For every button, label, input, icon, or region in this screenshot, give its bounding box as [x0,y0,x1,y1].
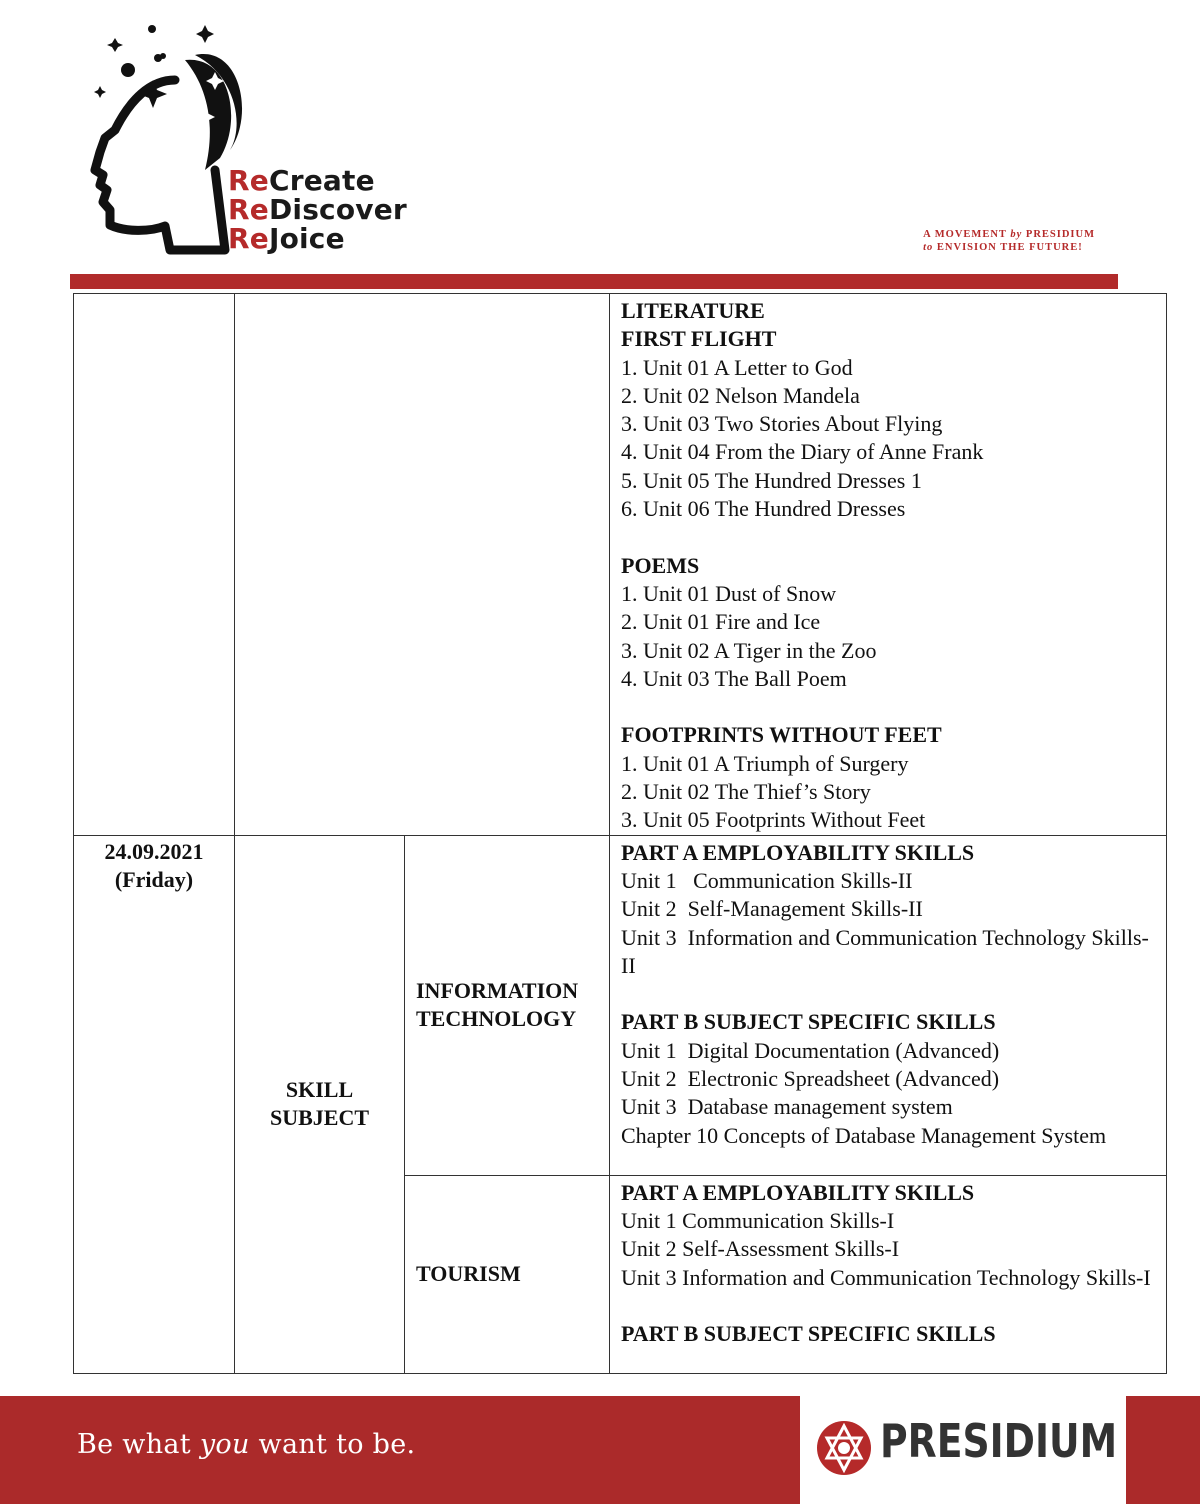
list-item: Unit 2 Self-Management Skills-II [621,896,923,922]
list-item: Unit 3 Information and Communication Technology Skills-II [621,924,1149,978]
list-item: Unit 3 Database management system [621,1094,953,1120]
presidium-brand-name: PRESIDIUM [880,1414,1118,1468]
section-title: PART A EMPLOYABILITY SKILLS [621,1179,975,1205]
list-item: 3. Unit 02 A Tiger in the Zoo [621,637,877,663]
tagline-line-2: ReDiscover [228,193,407,226]
list-item: 1. Unit 01 A Triumph of Surgery [621,750,909,776]
header-divider-bar [70,274,1118,289]
tagline-line-3: ReJoice [228,222,345,255]
table-row [74,835,1167,1175]
list-item: 6. Unit 06 The Hundred Dresses [621,496,906,522]
it-name-line-2: TECHNOLOGY [416,1006,577,1032]
list-item: Unit 1 Communication Skills-II [621,867,913,893]
tourism-name: TOURISM [416,1261,521,1287]
list-item: Chapter 10 Concepts of Database Management System [621,1122,1107,1148]
syllabus-cell-tourism [610,1175,1167,1373]
list-item: 5. Unit 05 The Hundred Dresses 1 [621,467,922,493]
list-item: 2. Unit 01 Fire and Ice [621,609,821,635]
skill-subject-cell [235,835,405,1373]
syllabus-cell-it [610,835,1167,1175]
table-row [74,294,1167,836]
movement-caption: A MOVEMENT by PRESIDIUM to ENVISION THE FUTURE! [923,229,1095,253]
section-title: FOOTPRINTS WITHOUT FEET [621,722,942,748]
it-name-cell [405,835,610,1175]
exam-date: 24.09.2021 [104,838,204,864]
recreate-tagline [228,166,407,253]
list-item: 3. Unit 05 Footprints Without Feet [621,807,926,833]
presidium-star-icon [816,1420,872,1476]
list-item: Unit 3 Information and Communication Technology Skills-I [621,1264,1151,1290]
tagline-line-1: ReCreate [228,164,375,197]
section-title: PART B SUBJECT SPECIFIC SKILLS [621,1321,996,1347]
list-item: 4. Unit 04 From the Diary of Anne Frank [621,439,984,465]
list-item: 1. Unit 01 A Letter to God [621,354,853,380]
subject-cell-empty [235,294,610,836]
list-item: Unit 1 Digital Documentation (Advanced) [621,1037,1000,1063]
list-item: 4. Unit 03 The Ball Poem [621,665,847,691]
list-item: Unit 1 Communication Skills-I [621,1207,895,1233]
exam-syllabus-table [73,293,1167,1374]
footer-slogan: Be what you want to be. [77,1429,416,1460]
section-title: PART A EMPLOYABILITY SKILLS [621,839,975,865]
section-title: LITERATURE [621,298,765,323]
list-item: 1. Unit 01 Dust of Snow [621,580,837,606]
list-item: Unit 2 Self-Assessment Skills-I [621,1236,900,1262]
section-title: FIRST FLIGHT [621,326,777,352]
list-item: 2. Unit 02 The Thief’s Story [621,779,871,805]
subject-label-line-1: SKILL [285,1077,354,1103]
section-title: POEMS [621,552,700,578]
tourism-name-cell [405,1175,610,1373]
exam-day: (Friday) [114,866,194,892]
list-item: 3. Unit 03 Two Stories About Flying [621,411,943,437]
date-cell-empty [74,294,235,836]
list-item: 2. Unit 02 Nelson Mandela [621,382,860,408]
syllabus-cell-english [610,294,1167,836]
subject-label-line-2: SUBJECT [269,1105,370,1131]
exam-date-cell [74,835,235,1373]
list-item: Unit 2 Electronic Spreadsheet (Advanced) [621,1066,1000,1092]
it-name-line-1: INFORMATION [416,978,579,1004]
section-title: PART B SUBJECT SPECIFIC SKILLS [621,1009,996,1035]
